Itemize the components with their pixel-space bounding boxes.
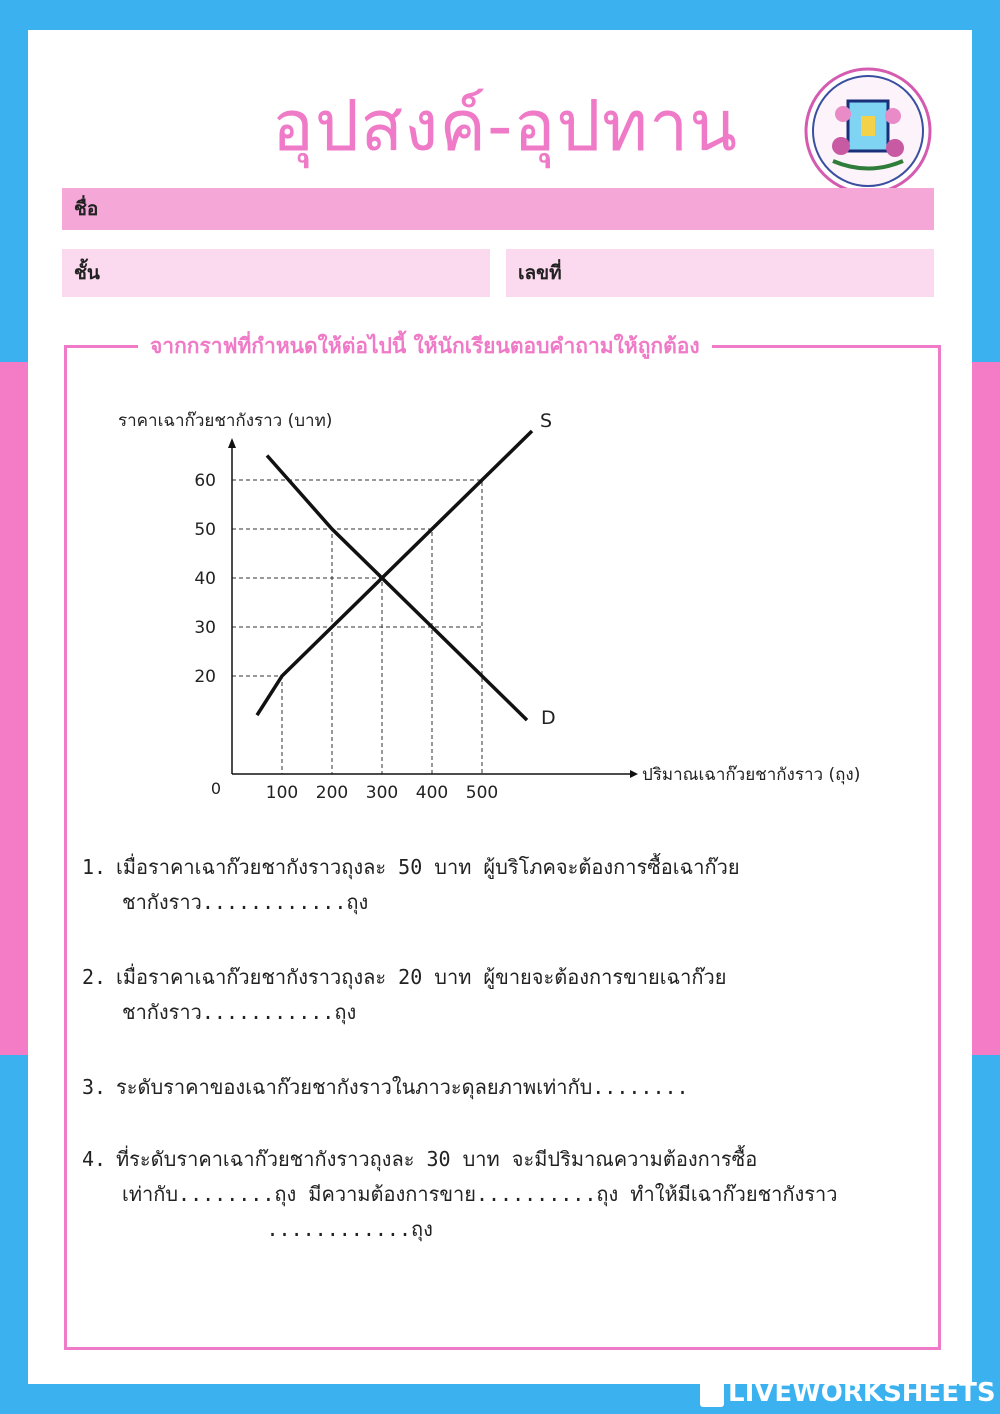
question-text-line: ที่ระดับราคาเฉาก๊วยชากังราวถุงละ 30 บาท จะมีปริมาณความต้องการซื้อ: [116, 1147, 758, 1171]
question-text-line: เท่ากับ........ถุง มีความต้องการขาย..........ถุง ทำให้มีเฉาก๊วยชากังราว: [122, 1182, 838, 1206]
x-tick-label: 100: [265, 783, 299, 803]
x-tick-label: 200: [315, 783, 349, 803]
guide-line: [232, 627, 332, 774]
question-number: 2.: [82, 965, 107, 989]
origin-label: 0: [210, 779, 222, 798]
question-text-line: ............ถุง: [122, 1217, 433, 1241]
y-tick-label: 40: [194, 569, 216, 589]
number-label: เลขที่: [518, 262, 562, 284]
demand-curve: [267, 456, 527, 721]
question-text-line: ระดับราคาของเฉาก๊วยชากังราวในภาวะดุลยภาพเท่ากับ........: [116, 1075, 689, 1099]
y-axis-arrow-icon: [228, 438, 236, 448]
x-tick-label: 500: [465, 783, 499, 803]
question-item: [82, 960, 922, 1030]
question-number: 4.: [82, 1147, 107, 1171]
question-item: [82, 850, 922, 920]
question-text-line: ชากังราว............ถุง: [122, 890, 369, 914]
liveworksheets-logo-icon: [700, 1379, 724, 1407]
name-field[interactable]: [62, 188, 934, 230]
number-field[interactable]: [506, 249, 934, 297]
x-tick-label: 400: [415, 783, 449, 803]
question-number: 3.: [82, 1075, 107, 1099]
page-title: อุปสงค์-อุปทาน: [271, 85, 739, 167]
y-tick-label: 50: [194, 520, 216, 540]
supply-label: S: [540, 410, 553, 432]
question-text-line: เมื่อราคาเฉาก๊วยชากังราวถุงละ 50 บาท ผู้บริโภคจะต้องการซื้อเฉาก๊วย: [116, 855, 740, 879]
y-tick-label: 30: [194, 618, 216, 638]
question-number: 1.: [82, 855, 107, 879]
x-tick-label: 300: [365, 783, 399, 803]
question-text-line: ชากังราว...........ถุง: [122, 1000, 357, 1024]
question-item: [82, 1142, 922, 1247]
supply-demand-chart: [110, 400, 900, 820]
demand-label: D: [541, 707, 556, 730]
supply-curve: [257, 431, 532, 715]
y-tick-label: 60: [194, 471, 216, 491]
question-item: [82, 1070, 922, 1105]
name-label: ชื่อ: [74, 198, 99, 220]
question-text-line: เมื่อราคาเฉาก๊วยชากังราวถุงละ 20 บาท ผู้ขายจะต้องการขายเฉาก๊วย: [116, 965, 727, 989]
y-tick-label: 20: [194, 667, 216, 687]
x-axis-arrow-icon: [630, 770, 638, 778]
guide-line: [232, 529, 332, 774]
footer-brand-text: LIVEWORKSHEETS: [728, 1378, 996, 1408]
class-label: ชั้น: [74, 262, 100, 284]
x-axis-title: ปริมาณเฉาก๊วยชากังราว (ถุง): [642, 765, 861, 785]
class-field[interactable]: [62, 249, 490, 297]
school-logo: [803, 66, 933, 196]
instructions: จากกราฟที่กำหนดให้ต่อไปนี้ ให้นักเรียนตอบคำถามให้ถูกต้อง: [138, 330, 712, 363]
footer-brand: [700, 1378, 996, 1408]
y-axis-title: ราคาเฉาก๊วยชากังราว (บาท): [118, 411, 333, 431]
guide-line: [232, 627, 482, 774]
